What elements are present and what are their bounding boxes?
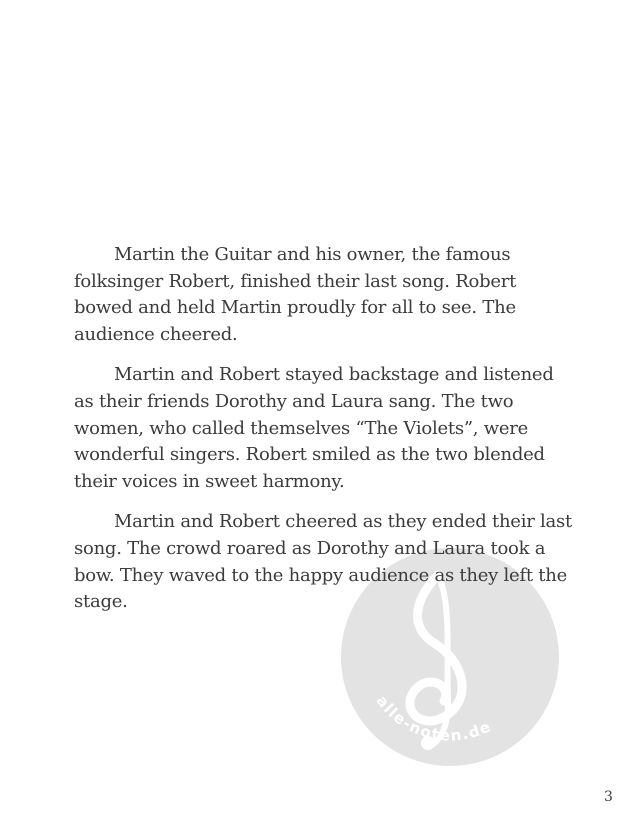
paragraph-3: Martin and Robert cheered as they ended their last song. The crowd roared as Dorothy and Laura took a bow. They waved to the happy audience as they left the stage.: [74, 511, 572, 613]
story-text: [74, 242, 574, 630]
page-number: 3: [604, 789, 613, 805]
paragraph-2: Martin and Robert stayed backstage and listened as their friends Dorothy and Laura sang. The two women, who called themselves “The Violets”, were wonderful singers. Robert smiled as the two blended their voices in sweet harmony.: [74, 364, 554, 492]
watermark-text: alle-noten.de: [372, 692, 495, 745]
paragraph-1: Martin the Guitar and his owner, the famous folksinger Robert, finished their last song. Robert bowed and held Martin proudly for all to see. The audience cheered.: [74, 244, 517, 345]
